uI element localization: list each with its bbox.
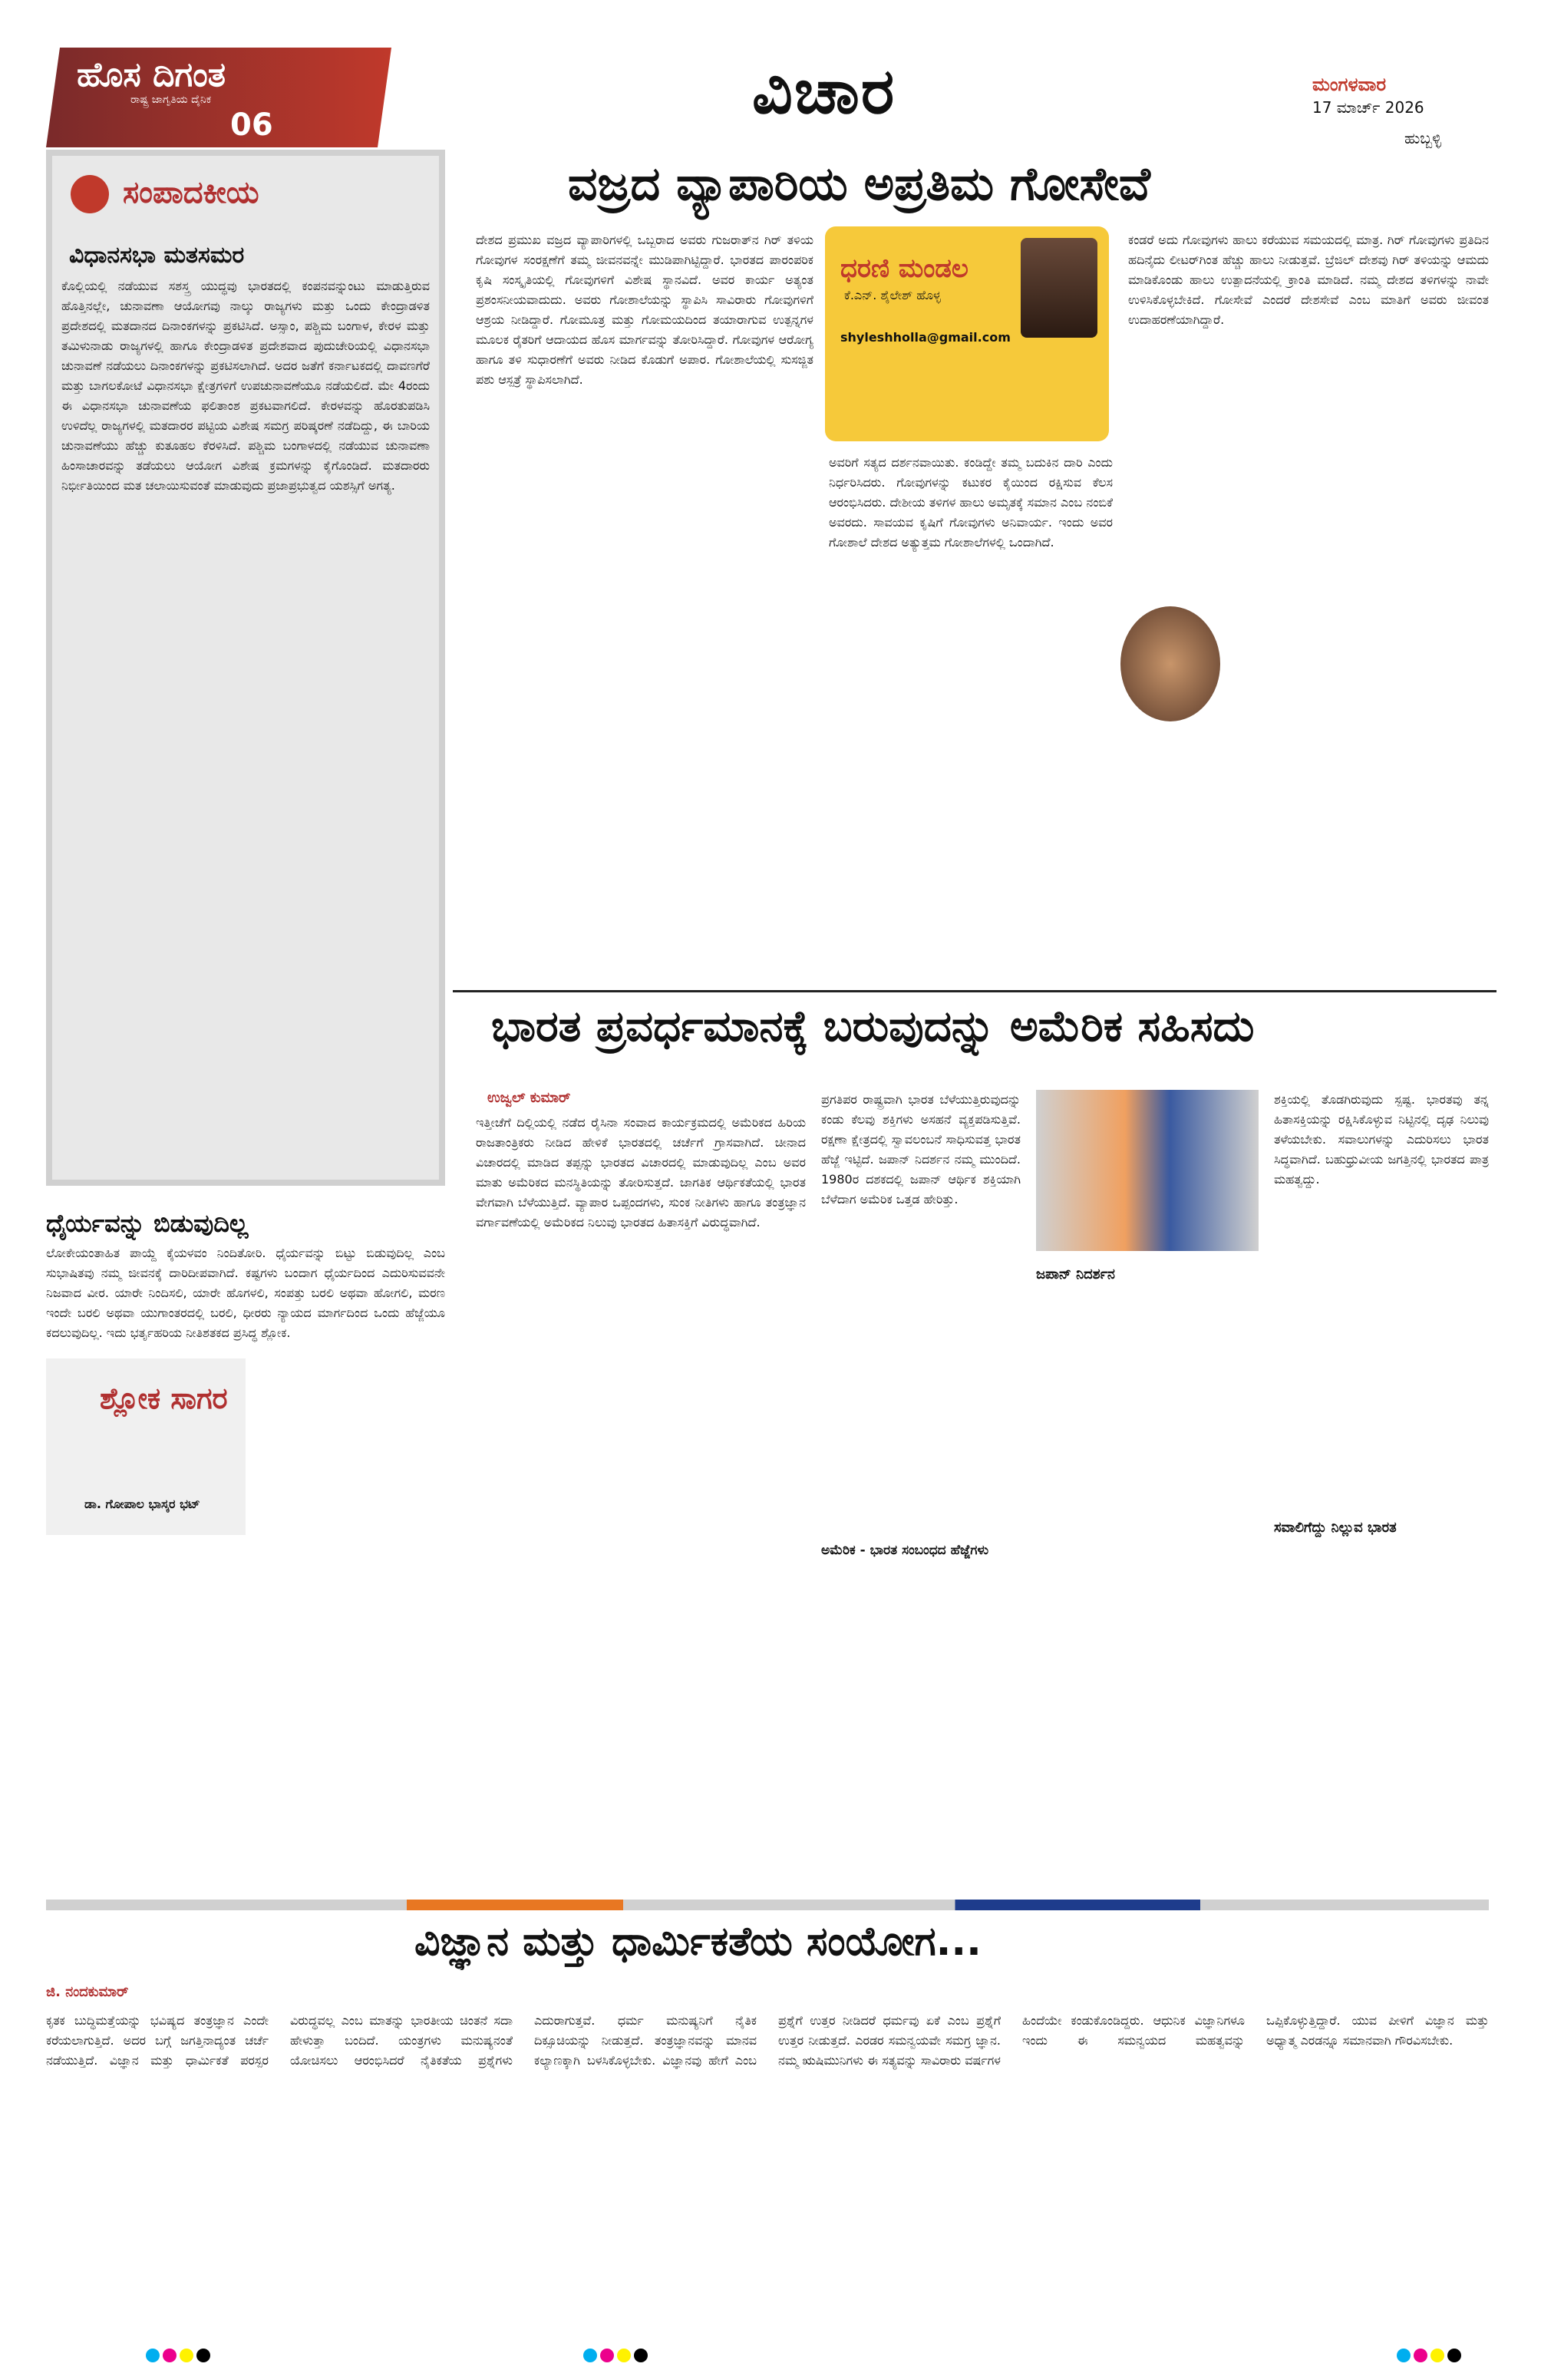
registration-marks-right bbox=[1397, 2349, 1464, 2365]
editorial-label: ಸಂಪಾದಕೀಯ bbox=[123, 175, 259, 210]
registration-marks-left bbox=[146, 2349, 213, 2365]
article3-headline: ವಿಜ್ಞಾನ ಮತ್ತು ಧಾರ್ಮಿಕತೆಯ ಸಂಯೋಗ... bbox=[414, 1919, 982, 1965]
article1-col1: ದೇಶದ ಪ್ರಮುಖ ವಜ್ರದ ವ್ಯಾಪಾರಿಗಳಲ್ಲಿ ಒಬ್ಬರಾದ ಅವರು ಗುಜರಾತ್‌ನ ಗಿರ್ ತಳಿಯ ಗೋವುಗಳ ಸಂರಕ್ಷಣೆಗೆ ತಮ್ಮ ಜೀವನವನ್ನೇ ಮುಡಿಪಾಗಿಟ್ಟಿದ್ದಾರೆ. ಭಾರತದ ಪಾರಂಪರಿಕ ಕೃಷಿ ಸಂಸ್ಕೃತಿಯಲ್ಲಿ ಗೋವುಗಳಿಗೆ ವಿಶೇಷ ಸ್ಥಾನವಿದೆ. ಅವರ ಕಾರ್ಯ ಅತ್ಯಂತ ಪ್ರಶಂಸನೀಯವಾದುದು. ಅವರು ಗೋಶಾಲೆಯನ್ನು ಸ್ಥಾಪಿಸಿ ಸಾವಿರಾರು ಗೋವುಗಳಿಗೆ ಆಶ್ರಯ ನೀಡಿದ್ದಾರೆ. ಗೋಮೂತ್ರ ಮತ್ತು ಗೋಮಯದಿಂದ ತಯಾರಾಗುವ ಉತ್ಪನ್ನಗಳ ಮೂಲಕ ರೈತರಿಗೆ ಆದಾಯದ ಹೊಸ ಮಾರ್ಗವನ್ನು ತೋರಿಸಿದ್ದಾರೆ. ಗೋವುಗಳ ಆರೋಗ್ಯ ಹಾಗೂ ತಳಿ ಸುಧಾರಣೆಗೆ ಅವರು ನೀಡಿದ ಕೊಡುಗೆ ಅಪಾರ. ಗೋಶಾಲೆಯಲ್ಲಿ ಸುಸಜ್ಜಿತ ಪಶು ಆಸ್ಪತ್ರೆ ಸ್ಥಾಪಿಸಲಾಗಿದೆ. bbox=[476, 233, 813, 387]
shloka-author: ಡಾ. ಗೋಪಾಲ ಭಾಸ್ಕರ ಭಟ್ bbox=[84, 1497, 200, 1511]
article-divider bbox=[453, 990, 1496, 992]
issue-date: 17 ಮಾರ್ಚ್ 2026 bbox=[1312, 98, 1424, 117]
section-title: ವಿಚಾರ bbox=[752, 55, 896, 128]
editorial-title: ವಿಧಾನಸಭಾ ಮತಸಮರ bbox=[69, 242, 245, 269]
column-author: ಕೆ.ಎನ್. ಶೈಲೇಶ್ ಹೊಳ್ಳ bbox=[844, 288, 941, 302]
paper-tagline: ರಾಷ್ಟ್ರ ಜಾಗೃತಿಯ ದೈನಿಕ bbox=[130, 94, 212, 106]
page-number: 06 bbox=[230, 107, 273, 143]
column-name: ಧರಣಿ ಮಂಡಲ bbox=[840, 253, 968, 284]
edition-city: ಹುಬ್ಬಳ್ಳಿ bbox=[1404, 129, 1442, 147]
registration-marks-center bbox=[583, 2349, 651, 2365]
portrait-image bbox=[1120, 606, 1220, 721]
editorial-body: ಕೊಲ್ಲಿಯಲ್ಲಿ ನಡೆಯುವ ಸಶಸ್ತ್ರ ಯುದ್ಧವು ಭಾರತದಲ್ಲಿ ಕಂಪನವನ್ನುಂಟು ಮಾಡುತ್ತಿರುವ ಹೊತ್ತಿನಲ್ಲೇ, ಚುನಾವಣಾ ಆಯೋಗವು ನಾಲ್ಕು ರಾಜ್ಯಗಳು ಮತ್ತು ಒಂದು ಕೇಂದ್ರಾಡಳಿತ ಪ್ರದೇಶದಲ್ಲಿ ಮತದಾನದ ದಿನಾಂಕಗಳನ್ನು ಪ್ರಕಟಿಸಿದೆ. ಅಸ್ಸಾಂ, ಪಶ್ಚಿಮ ಬಂಗಾಳ, ಕೇರಳ ಮತ್ತು ತಮಿಳುನಾಡು ರಾಜ್ಯಗಳಲ್ಲಿ ಹಾಗೂ ಕೇಂದ್ರಾಡಳಿತ ಪ್ರದೇಶವಾದ ಪುದುಚೇರಿಯಲ್ಲಿ ವಿಧಾನಸಭಾ ಚುನಾವಣೆ ನಡೆಯಲು ದಿನಾಂಕಗಳನ್ನು ಪ್ರಕಟಿಸಲಾಗಿದೆ. ಅದರ ಜತೆಗೆ ಕರ್ನಾಟಕದಲ್ಲಿ ದಾವಣಗೆರೆ ಮತ್ತು ಬಾಗಲಕೋಟೆ ವಿಧಾನಸಭಾ ಕ್ಷೇತ್ರಗಳಿಗೆ ಉಪಚುನಾವಣೆಯೂ ನಡೆಯಲಿದೆ. ಮೇ 4ರಂದು ಈ ವಿಧಾನಸಭಾ ಚುನಾವಣೆಯ ಫಲಿತಾಂಶ ಪ್ರಕಟವಾಗಲಿದೆ. ಕೇರಳವನ್ನು ಹೊರತುಪಡಿಸಿ ಉಳಿದೆಲ್ಲ ರಾಜ್ಯಗಳಲ್ಲಿ ಮತದಾರರ ಪಟ್ಟಿಯ ವಿಶೇಷ ಸಮಗ್ರ ಪರಿಷ್ಕರಣೆ ನಡೆದಿದ್ದು, ಈ ಬಾರಿಯ ಚುನಾವಣೆಯು ಹೆಚ್ಚು ಕುತೂಹಲ ಕೆರಳಿಸಿದೆ. ಪಶ್ಚಿಮ ಬಂಗಾಳದಲ್ಲಿ ನಡೆಯುವ ಚುನಾವಣಾ ಹಿಂಸಾಚಾರವನ್ನು ತಡೆಯಲು ಆಯೋಗ ವಿಶೇಷ ಕ್ರಮಗಳನ್ನು ಕೈಗೊಂಡಿದೆ. ಮತದಾರರು ನಿರ್ಭೀತಿಯಿಂದ ಮತ ಚಲಾಯಿಸುವಂತೆ ಮಾಡುವುದು ಪ್ರಜಾಪ್ರಭುತ್ವದ ಯಶಸ್ಸಿಗೆ ಅಗತ್ಯ. bbox=[61, 279, 430, 493]
editorial-emblem-icon bbox=[71, 175, 109, 213]
issue-day: ಮಂಗಳವಾರ bbox=[1312, 74, 1387, 95]
article1-col3: ಕಂಡರೆ ಅದು ಗೋವುಗಳು ಹಾಲು ಕರೆಯುವ ಸಮಯದಲ್ಲಿ ಮಾತ್ರ. ಗಿರ್ ಗೋವುಗಳು ಪ್ರತಿದಿನ ಹದಿನೈದು ಲೀಟರ್‌ಗಿಂತ ಹೆಚ್ಚು ಹಾಲು ನೀಡುತ್ತವೆ. ಬ್ರೆಜಿಲ್ ದೇಶವು ಗಿರ್ ತಳಿಯನ್ನು ಆಮದು ಮಾಡಿಕೊಂಡು ಹಾಲು ಉತ್ಪಾದನೆಯಲ್ಲಿ ಕ್ರಾಂತಿ ಮಾಡಿದೆ. ನಮ್ಮ ದೇಶದ ತಳಿಗಳನ್ನು ನಾವೇ ಉಳಿಸಿಕೊಳ್ಳಬೇಕಿದೆ. ಗೋಸೇವೆ ಎಂದರೆ ದೇಶಸೇವೆ ಎಂಬ ಮಾತಿಗೆ ಅವರು ಜೀವಂತ ಉದಾಹರಣೆಯಾಗಿದ್ದಾರೆ. bbox=[1128, 233, 1489, 327]
color-bar bbox=[46, 1900, 1489, 1910]
paper-name: ಹೊಸ ದಿಗಂತ bbox=[77, 55, 226, 94]
sidebar2-body: ಲೋಕೇಯಂತಾಹಿತ ಪಾಯ್ದೆ ಕೈಯಳವಂ ನಿಂದಿತೋರಿ. ಧೈರ್ಯವನ್ನು ಬಿಟ್ಟು ಬಿಡುವುದಿಲ್ಲ ಎಂಬ ಸುಭಾಷಿತವು ನಮ್ಮ ಜೀವನಕ್ಕೆ ದಾರಿದೀಪವಾಗಿದೆ. ಕಷ್ಟಗಳು ಬಂದಾಗ ಧೈರ್ಯದಿಂದ ಎದುರಿಸುವವನೇ ನಿಜವಾದ ವೀರ. ಯಾರೇ ನಿಂದಿಸಲಿ, ಯಾರೇ ಹೊಗಳಲಿ, ಸಂಪತ್ತು ಬರಲಿ ಅಥವಾ ಹೋಗಲಿ, ಮರಣ ಇಂದೇ ಬರಲಿ ಅಥವಾ ಯುಗಾಂತರದಲ್ಲಿ ಬರಲಿ, ಧೀರರು ನ್ಯಾಯದ ಮಾರ್ಗದಿಂದ ಒಂದು ಹೆಜ್ಜೆಯೂ ಕದಲುವುದಿಲ್ಲ. ಇದು ಭರ್ತೃಹರಿಯ ನೀತಿಶತಕದ ಪ್ರಸಿದ್ಧ ಶ್ಲೋಕ. bbox=[46, 1246, 445, 1340]
article2-col3: ಶಕ್ತಿಯಲ್ಲಿ ತೊಡಗಿರುವುದು ಸ್ಪಷ್ಟ. ಭಾರತವು ತನ್ನ ಹಿತಾಸಕ್ತಿಯನ್ನು ರಕ್ಷಿಸಿಕೊಳ್ಳುವ ನಿಟ್ಟಿನಲ್ಲಿ ದೃಢ ನಿಲುವು ತಳೆಯಬೇಕು. ಸವಾಲುಗಳನ್ನು ಎದುರಿಸಲು ಭಾರತ ಸಿದ್ಧವಾಗಿದೆ. ಬಹುಧ್ರುವೀಯ ಜಗತ್ತಿನಲ್ಲಿ ಭಾರತದ ಪಾತ್ರ ಮಹತ್ವದ್ದು. bbox=[1274, 1092, 1489, 1187]
author-email: shyleshholla@gmail.com bbox=[840, 330, 1011, 345]
article2-subhead-challenge: ಸವಾಲಿಗೆದ್ದು ನಿಲ್ಲುವ ಭಾರತ bbox=[1274, 1520, 1397, 1536]
article2-subhead-japan: ಜಪಾನ್ ನಿದರ್ಶನ bbox=[1036, 1266, 1115, 1282]
author-photo bbox=[1021, 238, 1097, 338]
article1-col2: ಅವರಿಗೆ ಸತ್ಯದ ದರ್ಶನವಾಯಿತು. ಕಂಡಿದ್ದೇ ತಮ್ಮ ಬದುಕಿನ ದಾರಿ ಎಂದು ನಿರ್ಧರಿಸಿದರು. ಗೋವುಗಳನ್ನು ಕಟುಕರ ಕೈಯಿಂದ ರಕ್ಷಿಸುವ ಕೆಲಸ ಆರಂಭಿಸಿದರು. ದೇಶೀಯ ತಳಿಗಳ ಹಾಲು ಅಮೃತಕ್ಕೆ ಸಮಾನ ಎಂಬ ನಂಬಿಕೆ ಅವರದು. ಸಾವಯವ ಕೃಷಿಗೆ ಗೋವುಗಳು ಅನಿವಾರ್ಯ. ಇಂದು ಅವರ ಗೋಶಾಲೆ ದೇಶದ ಅತ್ಯುತ್ತಮ ಗೋಶಾಲೆಗಳಲ್ಲಿ ಒಂದಾಗಿದೆ. bbox=[829, 455, 1113, 550]
sidebar2-title: ಧೈರ್ಯವನ್ನು ಬಿಡುವುದಿಲ್ಲ bbox=[46, 1209, 249, 1238]
article2-col2: ಪ್ರಗತಿಪರ ರಾಷ್ಟ್ರವಾಗಿ ಭಾರತ ಬೆಳೆಯುತ್ತಿರುವುದನ್ನು ಕಂಡು ಕೆಲವು ಶಕ್ತಿಗಳು ಅಸಹನೆ ವ್ಯಕ್ತಪಡಿಸುತ್ತಿವೆ. ರಕ್ಷಣಾ ಕ್ಷೇತ್ರದಲ್ಲಿ ಸ್ವಾವಲಂಬನೆ ಸಾಧಿಸುವತ್ತ ಭಾರತ ಹೆಜ್ಜೆ ಇಟ್ಟಿದೆ. ಜಪಾನ್ ನಿದರ್ಶನ ನಮ್ಮ ಮುಂದಿದೆ. 1980ರ ದಶಕದಲ್ಲಿ ಜಪಾನ್ ಆರ್ಥಿಕ ಶಕ್ತಿಯಾಗಿ ಬೆಳೆದಾಗ ಅಮೆರಿಕ ಒತ್ತಡ ಹೇರಿತ್ತು. bbox=[821, 1092, 1021, 1207]
article1-headline: ವಜ್ರದ ವ್ಯಾಪಾರಿಯ ಅಪ್ರತಿಮ ಗೋಸೇವೆ bbox=[568, 157, 1150, 211]
article3-body: ಕೃತಕ ಬುದ್ಧಿಮತ್ತೆಯನ್ನು ಭವಿಷ್ಯದ ತಂತ್ರಜ್ಞಾನ ಎಂದೇ ಕರೆಯಲಾಗುತ್ತಿದೆ. ಅದರ ಬಗ್ಗೆ ಜಗತ್ತಿನಾದ್ಯಂತ ಚರ್ಚೆ ನಡೆಯುತ್ತಿದೆ. ವಿಜ್ಞಾನ ಮತ್ತು ಧಾರ್ಮಿಕತೆ ಪರಸ್ಪರ ವಿರುದ್ಧವಲ್ಲ ಎಂಬ ಮಾತನ್ನು ಭಾರತೀಯ ಚಿಂತನೆ ಸದಾ ಹೇಳುತ್ತಾ ಬಂದಿದೆ. ಯಂತ್ರಗಳು ಮನುಷ್ಯನಂತೆ ಯೋಚಿಸಲು ಆರಂಭಿಸಿದರೆ ನೈತಿಕತೆಯ ಪ್ರಶ್ನೆಗಳು ಎದುರಾಗುತ್ತವೆ. ಧರ್ಮ ಮನುಷ್ಯನಿಗೆ ನೈತಿಕ ದಿಕ್ಸೂಚಿಯನ್ನು ನೀಡುತ್ತದೆ. ತಂತ್ರಜ್ಞಾನವನ್ನು ಮಾನವ ಕಲ್ಯಾಣಕ್ಕಾಗಿ ಬಳಸಿಕೊಳ್ಳಬೇಕು. ವಿಜ್ಞಾನವು ಹೇಗೆ ಎಂಬ ಪ್ರಶ್ನೆಗೆ ಉತ್ತರ ನೀಡಿದರೆ ಧರ್ಮವು ಏಕೆ ಎಂಬ ಪ್ರಶ್ನೆಗೆ ಉತ್ತರ ನೀಡುತ್ತದೆ. ಎರಡರ ಸಮನ್ವಯವೇ ಸಮಗ್ರ ಜ್ಞಾನ. ನಮ್ಮ ಋಷಿಮುನಿಗಳು ಈ ಸತ್ಯವನ್ನು ಸಾವಿರಾರು ವರ್ಷಗಳ ಹಿಂದೆಯೇ ಕಂಡುಕೊಂಡಿದ್ದರು. ಆಧುನಿಕ ವಿಜ್ಞಾನಿಗಳೂ ಇಂದು ಈ ಸಮನ್ವಯದ ಮಹತ್ವವನ್ನು ಒಪ್ಪಿಕೊಳ್ಳುತ್ತಿದ್ದಾರೆ. ಯುವ ಪೀಳಿಗೆ ವಿಜ್ಞಾನ ಮತ್ತು ಅಧ್ಯಾತ್ಮ ಎರಡನ್ನೂ ಸಮಾನವಾಗಿ ಗೌರವಿಸಬೇಕು. bbox=[46, 2013, 1489, 2068]
article2-col1: ಇತ್ತೀಚೆಗೆ ದಿಲ್ಲಿಯಲ್ಲಿ ನಡೆದ ರೈಸಿನಾ ಸಂವಾದ ಕಾರ್ಯಕ್ರಮದಲ್ಲಿ ಅಮೆರಿಕದ ಹಿರಿಯ ರಾಜತಾಂತ್ರಿಕರು ನೀಡಿದ ಹೇಳಿಕೆ ಭಾರತದಲ್ಲಿ ಚರ್ಚೆಗೆ ಗ್ರಾಸವಾಗಿದೆ. ಚೀನಾದ ವಿಚಾರದಲ್ಲಿ ಮಾಡಿದ ತಪ್ಪನ್ನು ಭಾರತದ ವಿಚಾರದಲ್ಲಿ ಮಾಡುವುದಿಲ್ಲ ಎಂಬ ಅವರ ಮಾತು ಅಮೆರಿಕದ ಮನಸ್ಥಿತಿಯನ್ನು ತೋರಿಸುತ್ತದೆ. ಜಾಗತಿಕ ಆರ್ಥಿಕತೆಯಲ್ಲಿ ಭಾರತ ವೇಗವಾಗಿ ಬೆಳೆಯುತ್ತಿದೆ. ವ್ಯಾಪಾರ ಒಪ್ಪಂದಗಳು, ಸುಂಕ ನೀತಿಗಳು ಹಾಗೂ ತಂತ್ರಜ್ಞಾನ ವರ್ಗಾವಣೆಯಲ್ಲಿ ಅಮೆರಿಕದ ನಿಲುವು ಭಾರತದ ಹಿತಾಸಕ್ತಿಗೆ ವಿರುದ್ಧವಾಗಿದೆ. bbox=[476, 1115, 806, 1230]
article3-byline: ಜಿ. ನಂದಕುಮಾರ್ bbox=[46, 1984, 129, 2000]
leaders-photo bbox=[1036, 1090, 1259, 1251]
shloka-label: ಶ್ಲೋಕ ಸಾಗರ bbox=[100, 1381, 228, 1415]
article2-byline: ಉಜ್ವಲ್ ಕುಮಾರ್ bbox=[487, 1090, 571, 1106]
article2-headline: ಭಾರತ ಪ್ರವರ್ಧಮಾನಕ್ಕೆ ಬರುವುದನ್ನು ಅಮೆರಿಕ ಸಹಿಸದು bbox=[491, 1002, 1255, 1051]
article2-subhead-relations: ಅಮೆರಿಕ - ಭಾರತ ಸಂಬಂಧದ ಹೆಜ್ಜೆಗಳು bbox=[821, 1543, 989, 1558]
